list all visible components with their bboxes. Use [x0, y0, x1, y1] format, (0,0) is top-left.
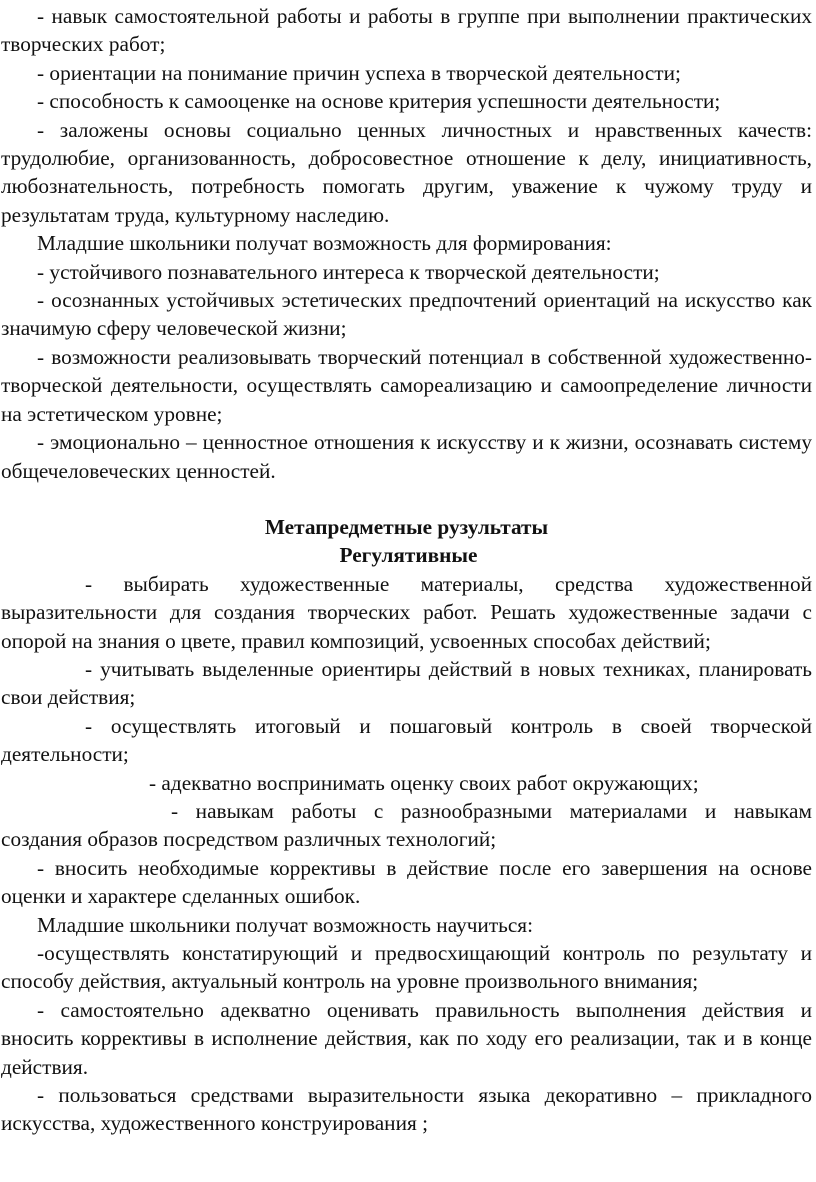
list-item: - ориентации на понимание причин успеха в творческой деятельности; [37, 60, 681, 85]
list-item: - навык самостоятельной работы и работы в группе при выполнении практических творческих работ; [1, 4, 812, 57]
list-item: - возможности реализовывать творческий потенциал в собственной художественно-творческой деятельности, осуществлять самореализацию и самоопределение личности на эстетическом уровне; [1, 344, 812, 426]
list-item: - навыкам работы с разнообразными материалами и навыкам создания образов посредством различных технологий; [1, 798, 812, 852]
section-heading: Метапредметные рузультаты [264, 514, 549, 539]
meta-results-section [1, 513, 812, 1138]
list-item: - учитывать выделенные ориентиры действий в новых техниках, планировать свои действия; [1, 656, 812, 710]
section-subheading: Регулятивные [339, 543, 478, 568]
section-spacer [1, 485, 812, 513]
opportunity-intro: Младшие школьники получат возможность научиться: [37, 912, 534, 937]
list-item: - выбирать художественные материалы, средства художественной выразительности для создания творческих работ. Решать художественные задачи с опорой на знания о цвете, правил композиций, усвоенных способах действий; [1, 571, 812, 653]
list-item: - эмоционально – ценностное отношения к искусству и к жизни, осознавать систему общечеловеческих ценностей. [1, 430, 812, 483]
list-item: - вносить необходимые коррективы в действие после его завершения на основе оценки и характере сделанных ошибок. [1, 855, 812, 909]
opportunity-intro: Младшие школьники получат возможность для формирования: [37, 231, 612, 256]
list-item: - пользоваться средствами выразительности языка декоративно – прикладного искусства, художественного конструирования ; [1, 1083, 812, 1136]
personal-results-section [1, 2, 812, 485]
list-item: - осознанных устойчивых эстетических предпочтений ориентаций на искусство как значимую сферу человеческой жизни; [1, 288, 812, 341]
list-item: - адекватно воспринимать оценку своих работ окружающих; [149, 770, 699, 795]
list-item: - устойчивого познавательного интереса к творческой деятельности; [37, 259, 660, 284]
list-item: - самостоятельно адекватно оценивать правильность выполнения действия и вносить коррективы в исполнение действия, как по ходу его реализации, так и в конце действия. [1, 997, 812, 1079]
list-item: - осуществлять итоговый и пошаговый контроль в своей творческой деятельности; [1, 713, 812, 767]
list-item: - заложены основы социально ценных личностных и нравственных качеств: трудолюбие, организованность, добросовестное отношение к делу, инициативность, любознательность, потребность помогать другим, уважение к чужому труду и результатам труда, культурному наследию. [1, 117, 812, 227]
list-item: - способность к самооценке на основе критерия успешности деятельности; [37, 89, 721, 114]
list-item: -осуществлять констатирующий и предвосхищающий контроль по результату и способу действия, актуальный контроль на уровне произвольного внимания; [1, 941, 812, 994]
